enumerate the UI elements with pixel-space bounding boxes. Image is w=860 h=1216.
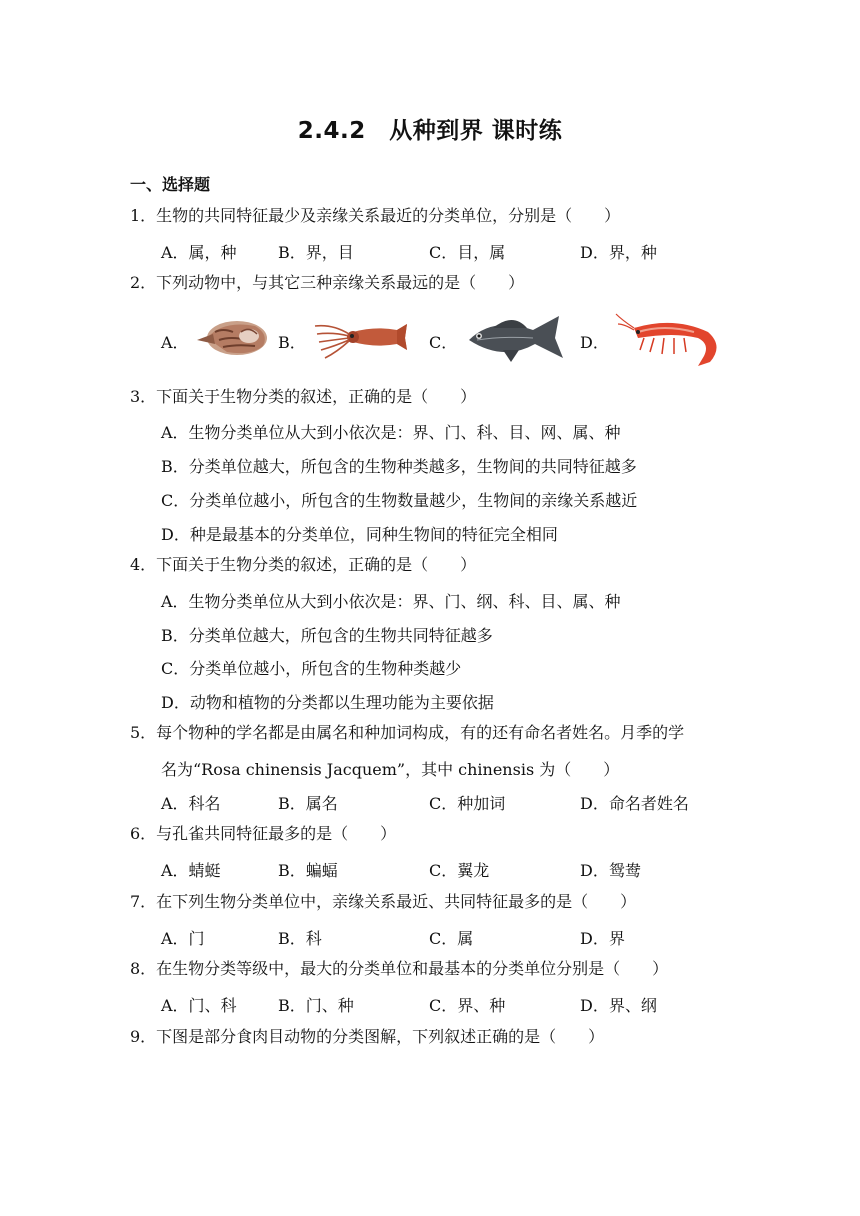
question-7: 7．在下列生物分类单位中，亲缘关系最近、共同特征最多的是（ ） bbox=[130, 892, 637, 911]
q6-option-d: D．鸳鸯 bbox=[580, 861, 641, 880]
q8-option-b: B．门、种 bbox=[278, 996, 354, 1015]
q3-option-d: D．种是最基本的分类单位，同种生物间的特征完全相同 bbox=[161, 525, 558, 544]
question-1: 1．生物的共同特征最少及亲缘关系最近的分类单位，分别是（ ） bbox=[130, 206, 621, 225]
fish-icon bbox=[463, 310, 567, 366]
question-8: 8．在生物分类等级中，最大的分类单位和最基本的分类单位分别是（ ） bbox=[130, 959, 669, 978]
q1-option-c: C．目，属 bbox=[429, 243, 506, 262]
q2-option-d: D． bbox=[580, 333, 609, 352]
question-4: 4．下面关于生物分类的叙述，正确的是（ ） bbox=[130, 555, 477, 574]
page-title: 2.4.2 从种到界 课时练 bbox=[297, 118, 563, 144]
q8-option-c: C．界、种 bbox=[429, 996, 506, 1015]
q7-option-a: A．门 bbox=[161, 929, 205, 948]
q3-option-a: A．生物分类单位从大到小依次是：界、门、科、目、网、属、种 bbox=[161, 423, 621, 442]
question-6: 6．与孔雀共同特征最多的是（ ） bbox=[130, 824, 397, 843]
question-2: 2．下列动物中，与其它三种亲缘关系最远的是（ ） bbox=[130, 273, 525, 292]
q1-option-a: A．属，种 bbox=[161, 243, 237, 262]
q2-option-a: A． bbox=[161, 333, 189, 352]
question-9: 9．下图是部分食肉目动物的分类图解，下列叙述正确的是（ ） bbox=[130, 1027, 605, 1046]
q4-option-a: A．生物分类单位从大到小依次是：界、门、纲、科、目、属、种 bbox=[161, 592, 621, 611]
q7-option-c: C．属 bbox=[429, 929, 474, 948]
q8-option-d: D．界、纲 bbox=[580, 996, 657, 1015]
q7-option-b: B．科 bbox=[278, 929, 322, 948]
q5-option-d: D．命名者姓名 bbox=[580, 794, 689, 813]
q3-option-b: B．分类单位越大，所包含的生物种类越多，生物间的共同特征越多 bbox=[161, 457, 637, 476]
question-5-continued: 名为“Rosa chinensis Jacquem”，其中 chinensis 为（ ） bbox=[161, 760, 620, 779]
q1-option-d: D．界，种 bbox=[580, 243, 657, 262]
q6-option-b: B．蝙蝠 bbox=[278, 861, 338, 880]
squid-icon bbox=[313, 316, 409, 360]
q4-option-d: D．动物和植物的分类都以生理功能为主要依据 bbox=[161, 693, 494, 712]
q2-option-c: C． bbox=[429, 333, 458, 352]
q3-option-c: C．分类单位越小，所包含的生物数量越少，生物间的亲缘关系越近 bbox=[161, 491, 638, 510]
q2-option-b: B． bbox=[278, 333, 306, 352]
section-heading: 一、选择题 bbox=[130, 175, 211, 194]
q1-option-b: B．界，目 bbox=[278, 243, 354, 262]
shrimp-icon bbox=[614, 310, 726, 372]
q5-option-c: C．种加词 bbox=[429, 794, 506, 813]
q6-option-a: A．蜻蜓 bbox=[161, 861, 221, 880]
q8-option-a: A．门、科 bbox=[161, 996, 237, 1015]
question-5: 5．每个物种的学名都是由属名和种加词构成，有的还有命名者姓名。月季的学 bbox=[130, 723, 685, 742]
q5-option-b: B．属名 bbox=[278, 794, 338, 813]
snail-shell-icon bbox=[193, 314, 271, 360]
q4-option-c: C．分类单位越小，所包含的生物种类越少 bbox=[161, 659, 462, 678]
q4-option-b: B．分类单位越大，所包含的生物共同特征越多 bbox=[161, 626, 493, 645]
q5-option-a: A．科名 bbox=[161, 794, 221, 813]
question-3: 3．下面关于生物分类的叙述，正确的是（ ） bbox=[130, 387, 477, 406]
q7-option-d: D．界 bbox=[580, 929, 625, 948]
q6-option-c: C．翼龙 bbox=[429, 861, 490, 880]
